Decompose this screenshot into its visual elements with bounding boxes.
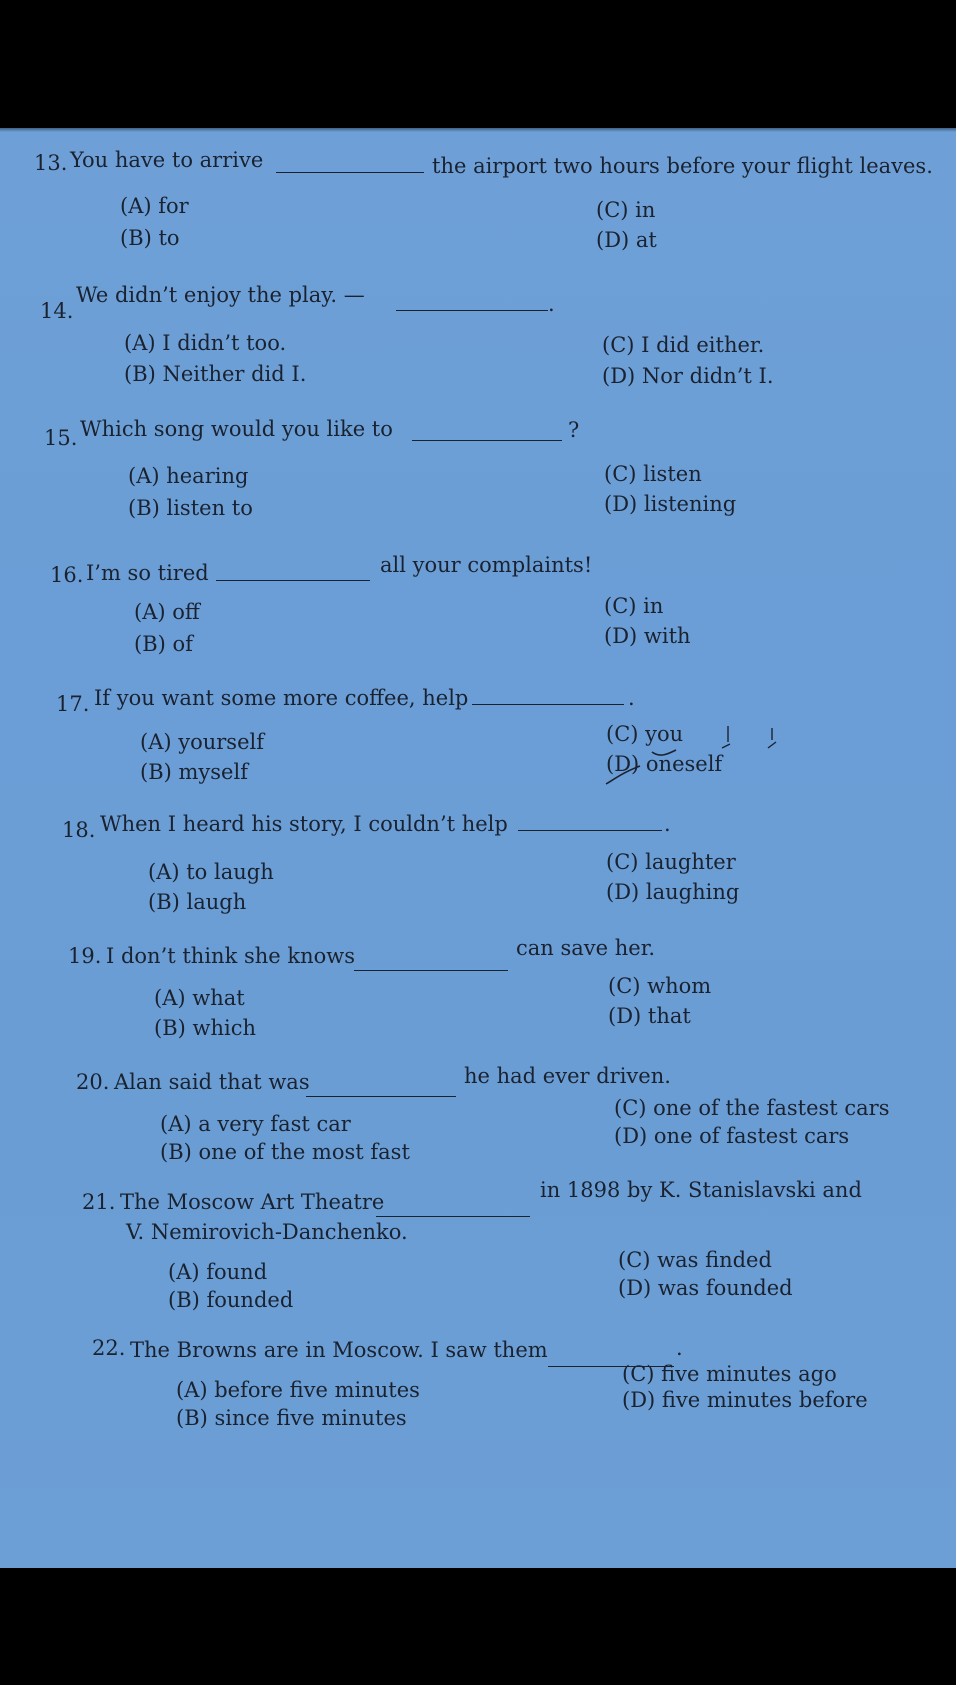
option-b: (B) Neither did I.	[124, 362, 307, 386]
option-d: (D) oneself	[606, 752, 723, 776]
option-a: (A) off	[134, 600, 200, 624]
option-d: (D) was founded	[618, 1276, 793, 1300]
question-number: 15.	[44, 426, 78, 450]
question-number: 22.	[92, 1336, 126, 1360]
option-d: (D) Nor didn’t I.	[602, 364, 774, 388]
option-d: (D) with	[604, 624, 691, 648]
option-b: (B) myself	[140, 760, 248, 784]
option-b: (B) since five minutes	[176, 1406, 407, 1430]
question-text-after: .	[664, 812, 671, 836]
option-c: (C) five minutes ago	[622, 1362, 837, 1386]
option-a: (A) to laugh	[148, 860, 274, 884]
question-text-after: ?	[568, 418, 580, 442]
option-d: (D) at	[596, 228, 657, 252]
answer-blank	[216, 580, 370, 581]
option-b: (B) which	[154, 1016, 256, 1040]
answer-blank	[396, 310, 548, 311]
question-text-before: If you want some more coffee, help	[94, 686, 469, 710]
question-text-before: We didn’t enjoy the play. —	[76, 283, 365, 307]
question-text-after: all your complaints!	[380, 553, 593, 577]
option-a: (A) before five minutes	[176, 1378, 420, 1402]
answer-blank	[412, 440, 562, 441]
option-d: (D) that	[608, 1004, 691, 1028]
option-a: (A) found	[168, 1260, 268, 1284]
question-number: 19.	[68, 944, 102, 968]
option-c: (C) I did either.	[602, 333, 765, 357]
option-c: (C) listen	[604, 462, 702, 486]
question-text-before: Which song would you like to	[80, 417, 393, 441]
question-text-after: .	[628, 686, 635, 710]
option-c: (C) laughter	[606, 850, 736, 874]
question-text-before: Alan said that was	[114, 1070, 310, 1094]
answer-blank	[376, 1216, 530, 1217]
question-number: 18.	[62, 818, 96, 842]
option-b: (B) listen to	[128, 496, 253, 520]
question-text-after: in 1898 by K. Stanislavski and	[540, 1178, 862, 1202]
option-b: (B) founded	[168, 1288, 294, 1312]
question-text-before: When I heard his story, I couldn’t help	[100, 812, 508, 836]
option-c: (C) in	[604, 594, 664, 618]
answer-blank	[306, 1096, 456, 1097]
question-text-before: I don’t think she knows	[106, 944, 356, 968]
question-text-before: The Browns are in Moscow. I saw them	[130, 1338, 548, 1362]
option-d: (D) one of fastest cars	[614, 1124, 850, 1148]
question-text-before: I’m so tired	[86, 561, 209, 585]
option-a: (A) for	[120, 194, 189, 218]
question-number: 14.	[40, 299, 74, 323]
option-d: (D) laughing	[606, 880, 740, 904]
option-a: (A) a very fast car	[160, 1112, 351, 1136]
option-b: (B) laugh	[148, 890, 247, 914]
option-a: (A) hearing	[128, 464, 249, 488]
exam-sheet	[0, 128, 956, 1568]
option-c: (C) whom	[608, 974, 712, 998]
question-number: 17.	[56, 692, 90, 716]
option-b: (B) one of the most fast	[160, 1140, 410, 1164]
question-text-line2: V. Nemirovich-Danchenko.	[126, 1220, 408, 1244]
answer-blank	[518, 830, 662, 831]
question-text-before: The Moscow Art Theatre	[120, 1190, 385, 1214]
question-text-after: .	[548, 292, 555, 316]
option-d: (D) listening	[604, 492, 737, 516]
question-text-before: You have to arrive	[70, 148, 264, 172]
option-c: (C) one of the fastest cars	[614, 1096, 890, 1120]
question-text-after: can save her.	[516, 936, 656, 960]
option-b: (B) of	[134, 632, 193, 656]
option-c: (C) you	[606, 722, 684, 746]
question-number: 16.	[50, 563, 84, 587]
question-text-after: he had ever driven.	[464, 1064, 671, 1088]
option-c: (C) in	[596, 198, 656, 222]
question-number: 13.	[34, 151, 68, 175]
option-a: (A) what	[154, 986, 245, 1010]
answer-blank	[276, 172, 424, 173]
paper-top-edge	[0, 128, 956, 132]
question-number: 20.	[76, 1070, 110, 1094]
option-a: (A) yourself	[140, 730, 264, 754]
question-number: 21.	[82, 1190, 116, 1214]
option-b: (B) to	[120, 226, 180, 250]
option-a: (A) I didn’t too.	[124, 331, 287, 355]
handwritten-scribble-icon	[600, 718, 780, 788]
question-text-after: the airport two hours before your flight leaves.	[432, 154, 933, 178]
question-text-after: .	[676, 1336, 683, 1360]
answer-blank	[354, 970, 508, 971]
answer-blank	[472, 704, 624, 705]
option-d: (D) five minutes before	[622, 1388, 868, 1412]
option-c: (C) was finded	[618, 1248, 772, 1272]
